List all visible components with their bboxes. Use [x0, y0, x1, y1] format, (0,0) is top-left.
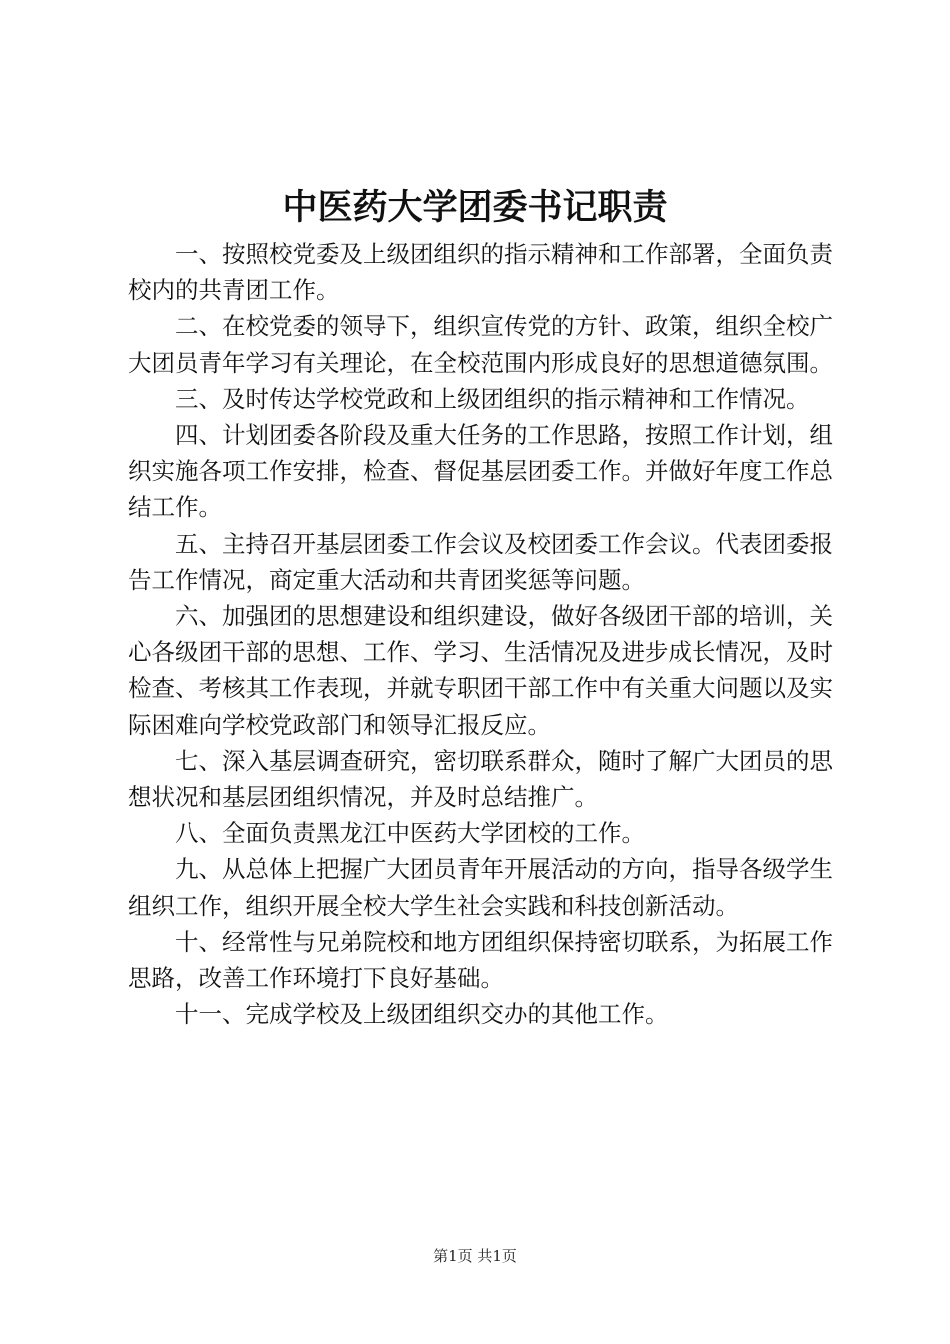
document-body [128, 236, 833, 1032]
paragraph-4: 四、计划团委各阶段及重大任务的工作思路，按照工作计划，组织实施各项工作安排，检查、督促基层团委工作。并做好年度工作总结工作。 [128, 421, 833, 522]
paragraph-1: 一、按照校党委及上级团组织的指示精神和工作部署，全面负责校内的共青团工作。 [128, 240, 833, 305]
paragraph-8: 八、全面负责黑龙江中医药大学团校的工作。 [175, 819, 645, 848]
paragraph-10: 十、经常性与兄弟院校和地方团组织保持密切联系，为拓展工作思路，改善工作环境打下良好基础。 [128, 927, 833, 993]
page-footer: 第1页 共1页 [433, 1247, 517, 1265]
paragraph-3: 三、及时传达学校党政和上级团组织的指示精神和工作情况。 [175, 384, 810, 413]
paragraph-7: 七、深入基层调查研究，密切联系群众，随时了解广大团员的思想状况和基层团组织情况，并及时总结推广。 [128, 746, 833, 812]
paragraph-6: 六、加强团的思想建设和组织建设，做好各级团干部的培训，关心各级团干部的思想、工作、学习、生活情况及进步成长情况，及时检查、考核其工作表现，并就专职团干部工作中有关重大问题以及实际困难向学校党政部门和领导汇报反应。 [128, 602, 833, 739]
paragraph-2: 二、在校党委的领导下，组织宣传党的方针、政策，组织全校广大团员青年学习有关理论，在全校范围内形成良好的思想道德氛围。 [128, 312, 833, 377]
paragraph-5: 五、主持召开基层团委工作会议及校团委工作会议。代表团委报告工作情况，商定重大活动和共青团奖惩等问题。 [128, 529, 833, 594]
page-title: 中医药大学团委书记职责 [282, 187, 668, 228]
paragraph-9: 九、从总体上把握广大团员青年开展活动的方向，指导各级学生组织工作，组织开展全校大学生社会实践和科技创新活动。 [128, 855, 833, 920]
paragraph-11: 十一、完成学校及上级团组织交办的其他工作。 [175, 1000, 669, 1029]
